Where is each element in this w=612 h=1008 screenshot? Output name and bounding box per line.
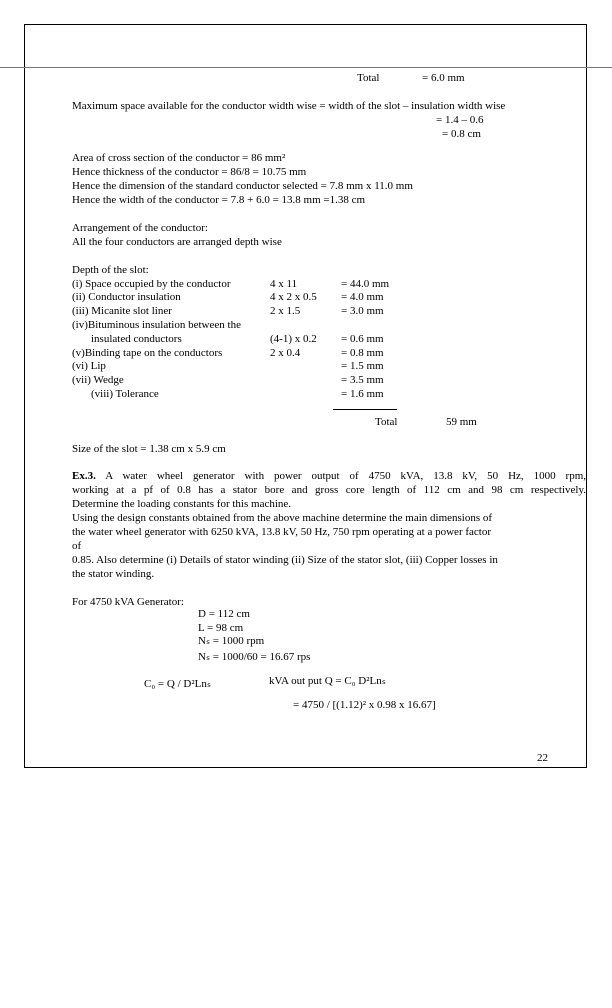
conductor-area: Area of cross section of the conductor = 86 mm² — [72, 152, 286, 164]
depth-row-label: (vii) Wedge — [72, 374, 124, 386]
kva-output: kVA out put Q = C₀ D²Lnₛ — [269, 675, 386, 687]
depth-total-value: 59 mm — [446, 416, 477, 428]
example-line-8: the stator winding. — [72, 568, 155, 580]
conductor-thickness: Hence thickness of the conductor = 86/8 = 10.75 mm — [72, 166, 307, 178]
slot-depth-heading: Depth of the slot: — [72, 264, 149, 276]
arrangement-heading: Arrangement of the conductor: — [72, 222, 208, 234]
depth-row-value: = 0.8 mm — [341, 347, 384, 359]
depth-row-label: (iv)Bituminous insulation between the — [72, 319, 241, 331]
generator-d: D = 112 cm — [198, 608, 250, 620]
depth-row-label: (ii) Conductor insulation — [72, 291, 181, 303]
total-underline — [333, 409, 397, 410]
example-text: A water wheel generator with power output of 4750 kVA, 13.8 kV, 50 Hz, 1000 rpm, — [105, 470, 586, 482]
example-line-6: of — [72, 540, 82, 552]
depth-row-value: = 3.5 mm — [341, 374, 384, 386]
depth-row-label: (i) Space occupied by the conductor — [72, 278, 231, 290]
example-line-5: the water wheel generator with 6250 kVA, 13.8 kV, 50 Hz, 750 rpm operating at a power factor — [72, 526, 492, 538]
max-space-result: = 0.8 cm — [442, 128, 481, 140]
page-number: 22 — [537, 752, 548, 764]
depth-row-calc: 4 x 11 — [270, 278, 298, 290]
depth-row-calc: 2 x 0.4 — [270, 347, 301, 359]
conductor-dimension: Hence the dimension of the standard conductor selected = 7.8 mm x 11.0 mm — [72, 180, 413, 192]
c0-formula: C₀ = Q / D²Lnₛ — [144, 678, 211, 690]
depth-row-label: (vi) Lip — [72, 360, 106, 372]
example-line-3: Determine the loading constants for this machine. — [72, 498, 292, 510]
depth-row-value: = 4.0 mm — [341, 291, 384, 303]
width-total-value: = 6.0 mm — [422, 72, 465, 84]
header-rule — [0, 67, 612, 68]
depth-row-label: (viii) Tolerance — [91, 388, 159, 400]
generator-ns-rps: Nₛ = 1000/60 = 16.67 rps — [198, 651, 311, 663]
max-space-calc: = 1.4 – 0.6 — [436, 114, 484, 126]
depth-row-value: = 1.5 mm — [341, 360, 384, 372]
arrangement-text: All the four conductors are arranged depth wise — [72, 236, 282, 248]
depth-row-label: (iii) Micanite slot liner — [72, 305, 172, 317]
example-label: Ex.3. — [72, 470, 96, 482]
max-space-text: Maximum space available for the conductor width wise = width of the slot – insulation width wise — [72, 100, 506, 112]
depth-row-calc: (4-1) x 0.2 — [270, 333, 317, 345]
generator-l: L = 98 cm — [198, 622, 244, 634]
depth-row-calc: 4 x 2 x 0.5 — [270, 291, 317, 303]
example-line-7: 0.85. Also determine (i) Details of stator winding (ii) Size of the stator slot, (iii) Copper losses in — [72, 554, 498, 566]
example-line-1 — [72, 470, 586, 484]
depth-row-calc: 2 x 1.5 — [270, 305, 301, 317]
depth-row-label: insulated conductors — [91, 333, 182, 345]
depth-row-value: = 0.6 mm — [341, 333, 384, 345]
depth-row-value: = 44.0 mm — [341, 278, 390, 290]
example-line-2: working at a pf of 0.8 has a stator bore and gross core length of 112 cm and 98 cm respectively. — [72, 484, 586, 496]
generator-ns-rpm: Nₛ = 1000 rpm — [198, 635, 265, 647]
width-total-label: Total — [357, 72, 380, 84]
example-line-4: Using the design constants obtained from the above machine determine the main dimensions of — [72, 512, 493, 524]
depth-row-label: (v)Binding tape on the conductors — [72, 347, 223, 359]
generator-heading: For 4750 kVA Generator: — [72, 596, 184, 608]
output-calc: = 4750 / [(1.12)² x 0.98 x 16.67] — [293, 699, 436, 711]
conductor-width: Hence the width of the conductor = 7.8 + 6.0 = 13.8 mm =1.38 cm — [72, 194, 366, 206]
depth-row-value: = 3.0 mm — [341, 305, 384, 317]
depth-total-label: Total — [375, 416, 398, 428]
depth-row-value: = 1.6 mm — [341, 388, 384, 400]
slot-size: Size of the slot = 1.38 cm x 5.9 cm — [72, 443, 226, 455]
